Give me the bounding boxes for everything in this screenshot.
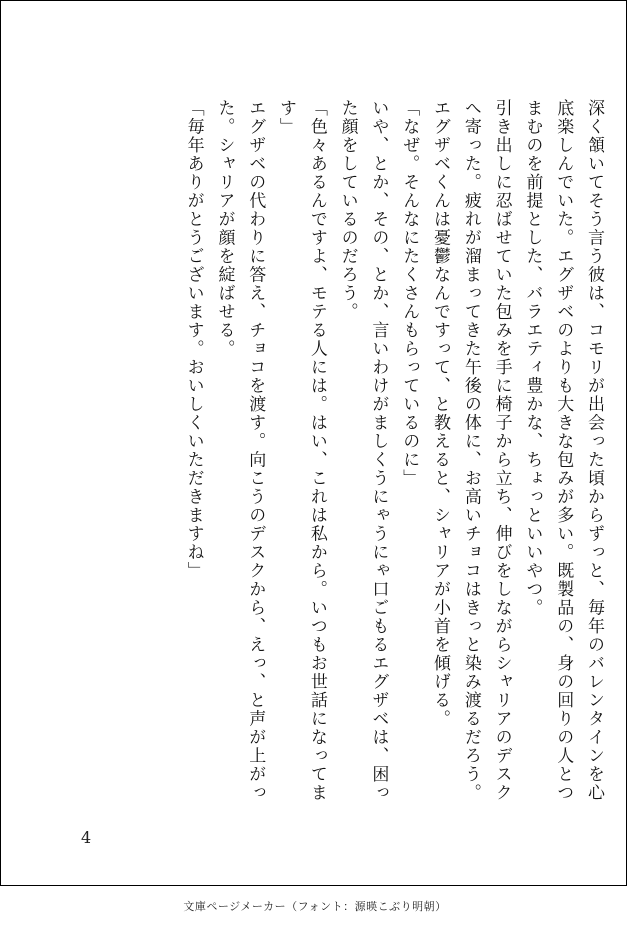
paragraph-1: 深く頷いてそう言う彼は、コモリが出会った頃からずっと、毎年のバレンタインを心底楽しんでいた。エグザベのよりも大きな包みが多い。既製品の、身の回りの人とつまむのを前提とした、バラエティ豊かな、ちょっといいやつ。 [522,99,604,802]
paragraph-2: 引き出しに忍ばせていた包みを手に椅子から立ち、伸びをしながらシャリアのデスクへ寄った。疲れが溜まってきた午後の体に、お高いチョコはきっと染み渡るだろう。エグザベくんは憂鬱なんですって、と教えると、シャリアが小首を傾げる。 [430,99,512,802]
paragraph-6: エグザベの代わりに答え、チョコを渡す。向こうのデスクから、えっ、と声が上がった。シャリアが顔を綻ばせる。 [214,99,266,802]
body-text [19,99,609,819]
footer-credit: 文庫ページメーカー（フォント：源暎こぶり明朝） [183,900,447,913]
paragraph-7: 「毎年ありがとうございます。おいしくいただきますね」 [183,99,204,580]
paragraph-5: 「色々あるんですよ、モテる人には。はい、これは私から。いつもお世話になってます」 [276,99,327,802]
paragraph-4: いや、とか、その、とか、言いわけがましくうにゃうにゃ口ごもるエグザベは、困った顔をしているのだろう。 [337,99,389,802]
paragraph-3: 「なぜ。そんなにたくさんもらっているのに」 [399,99,420,488]
page-number: 4 [81,828,92,847]
